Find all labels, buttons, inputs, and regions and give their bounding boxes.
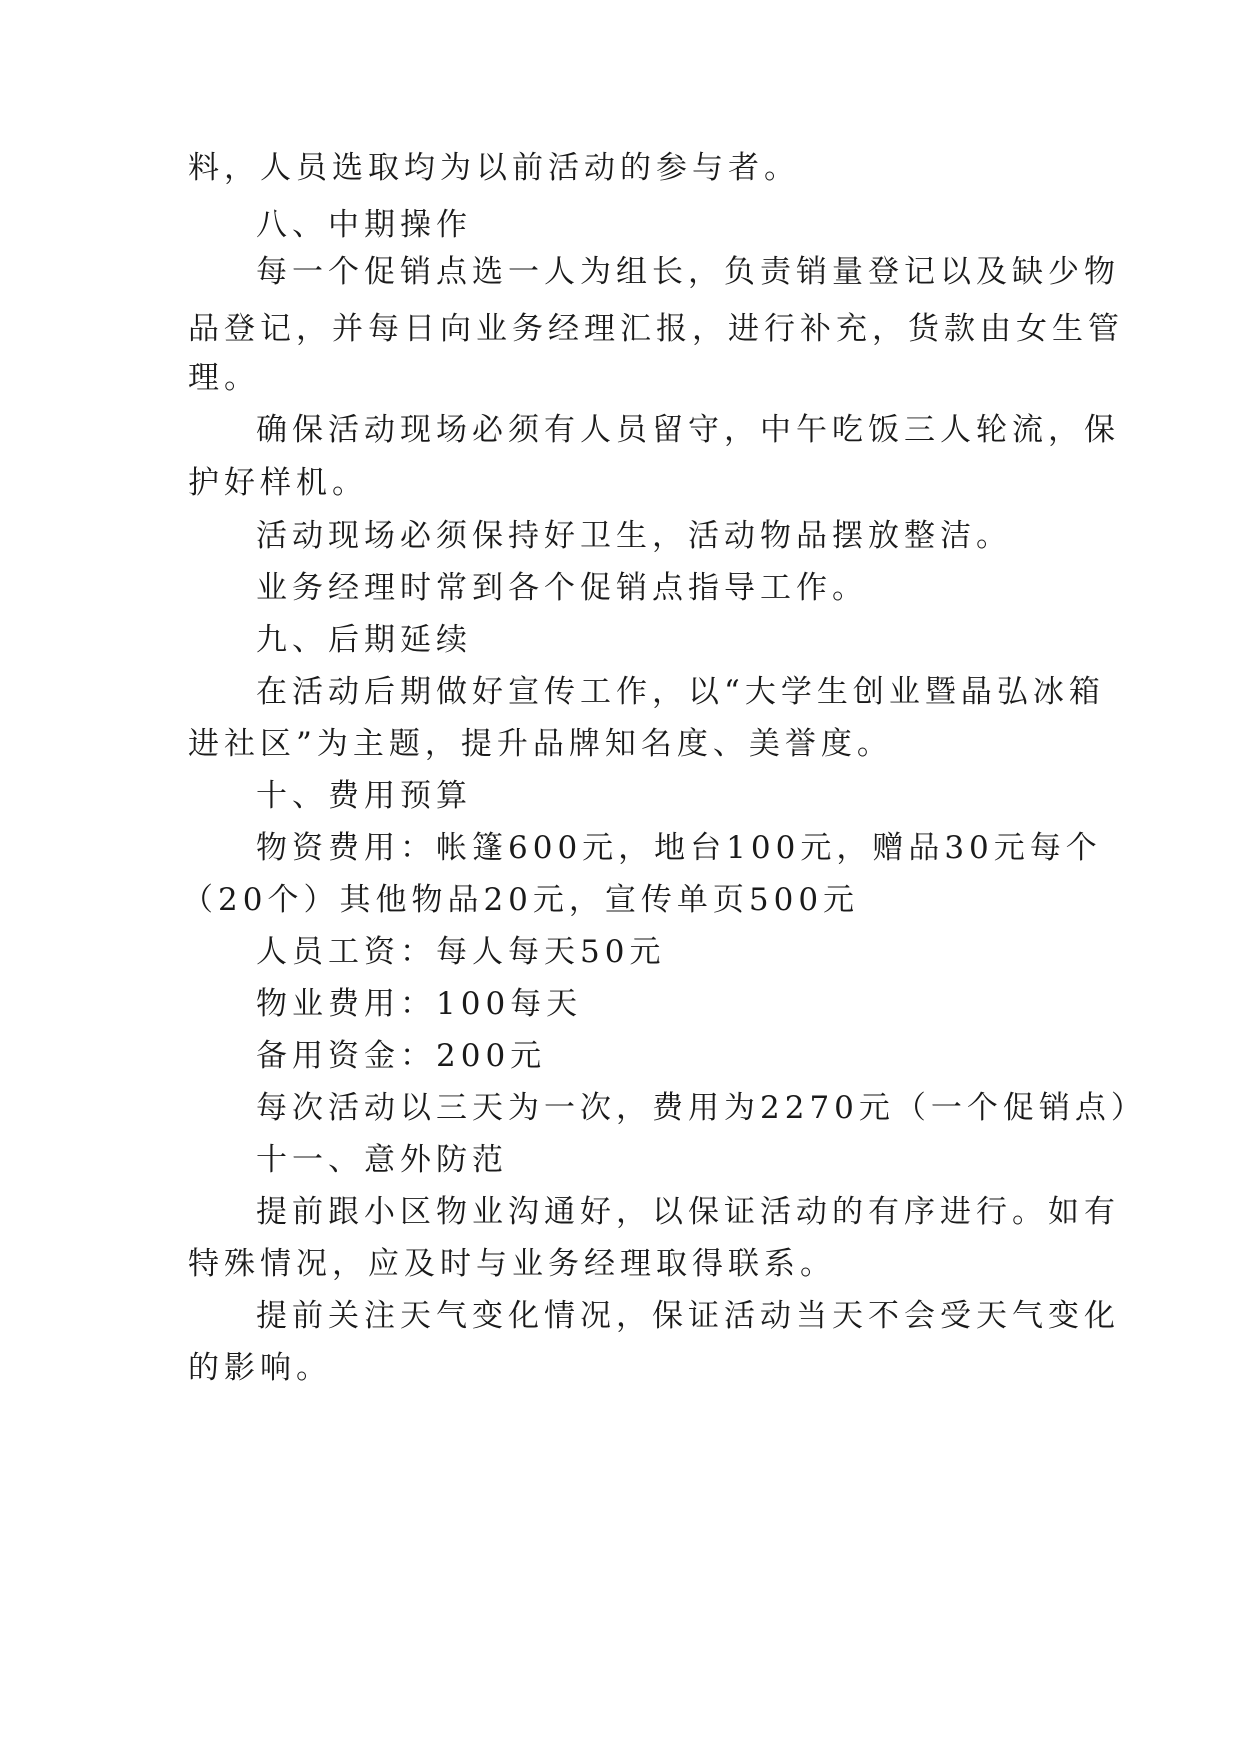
text-line: （20个）其他物品20元，宣传单页500元 [182, 882, 860, 918]
section-heading: 八、中期操作 [256, 207, 472, 243]
text-line: 品登记，并每日向业务经理汇报，进行补充，货款由女生管 [188, 311, 1124, 347]
text-line: 每次活动以三天为一次，费用为2270元（一个促销点） [256, 1090, 1147, 1126]
text-line: 的影响。 [188, 1350, 332, 1386]
section-heading: 十一、意外防范 [256, 1142, 508, 1178]
text-line: 活动现场必须保持好卫生，活动物品摆放整洁。 [256, 518, 1012, 554]
text-line: 每一个促销点选一人为组长，负责销量登记以及缺少物 [256, 254, 1120, 290]
section-heading: 九、后期延续 [256, 622, 472, 658]
text-line: 护好样机。 [188, 465, 368, 501]
text-line: 人员工资：每人每天50元 [256, 934, 666, 970]
text-line: 物业费用：100每天 [256, 986, 583, 1022]
section-heading: 十、费用预算 [256, 778, 472, 814]
text-line: 备用资金：200元 [256, 1038, 547, 1074]
text-line: 理。 [188, 360, 260, 396]
text-line: 提前关注天气变化情况，保证活动当天不会受天气变化 [256, 1298, 1120, 1334]
text-line: 业务经理时常到各个促销点指导工作。 [256, 570, 868, 606]
text-line: 在活动后期做好宣传工作，以“大学生创业暨晶弘冰箱 [256, 674, 1105, 710]
text-line: 确保活动现场必须有人员留守，中午吃饭三人轮流，保 [256, 412, 1120, 448]
text-line: 物资费用：帐篷600元，地台100元，赠品30元每个 [256, 830, 1102, 866]
text-line: 特殊情况，应及时与业务经理取得联系。 [188, 1246, 836, 1282]
text-line: 料，人员选取均为以前活动的参与者。 [188, 150, 800, 186]
text-line: 进社区”为主题，提升品牌知名度、美誉度。 [188, 726, 893, 762]
text-line: 提前跟小区物业沟通好，以保证活动的有序进行。如有 [256, 1194, 1120, 1230]
